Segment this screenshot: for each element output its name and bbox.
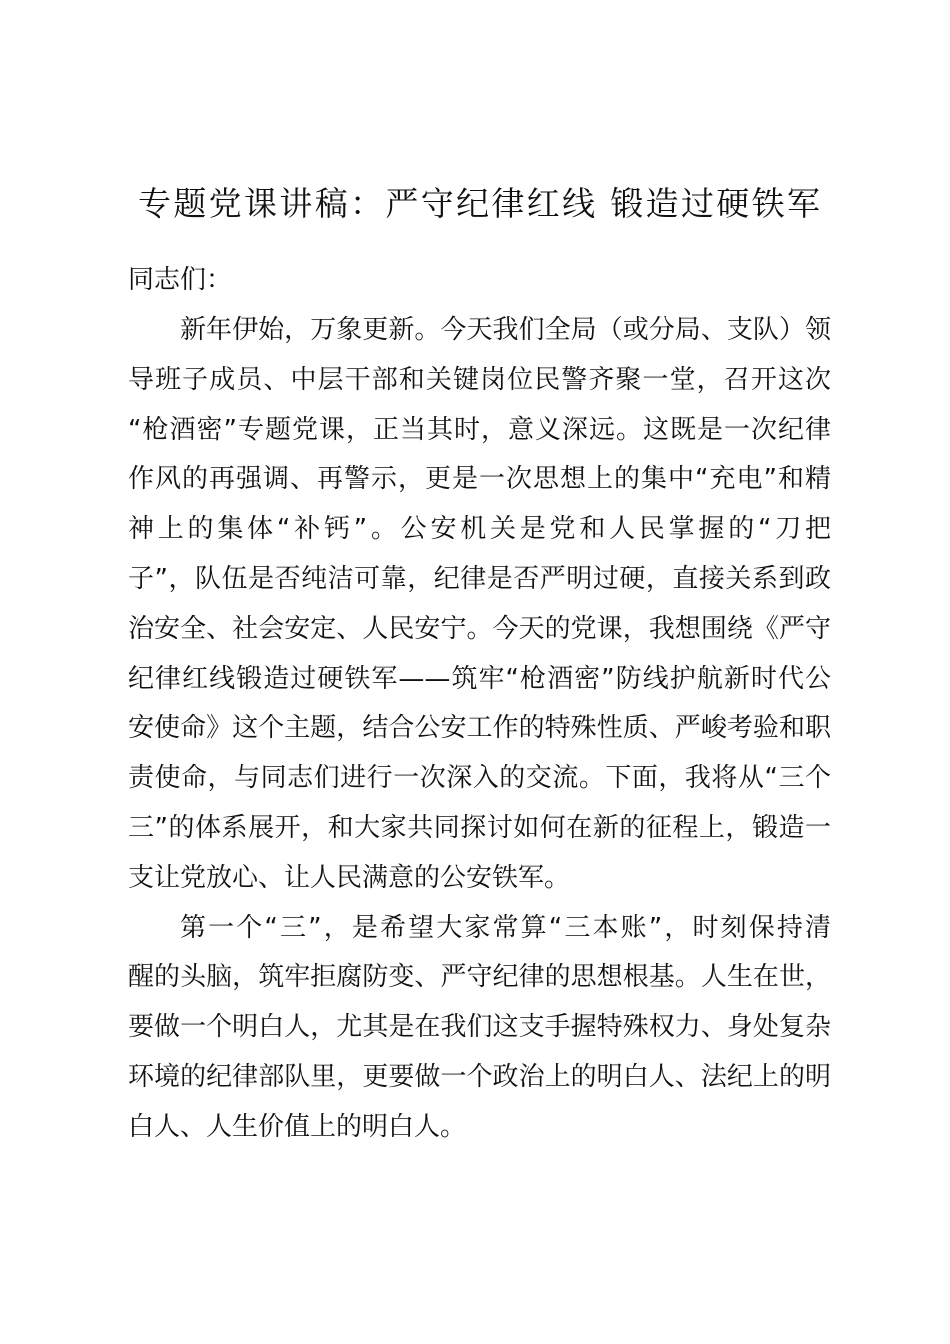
paragraph-line: 子”，队伍是否纯洁可靠，纪律是否严明过硬，直接关系到政 xyxy=(128,564,831,594)
paragraph-line: 要做一个明白人，尤其是在我们这支手握特殊权力、身处复杂 xyxy=(128,1012,831,1043)
paragraph-line: 治安全、社会安定、人民安宁。今天的党课，我想围绕《严守 xyxy=(128,613,831,644)
paragraph-line: 神上的集体“补钙”。公安机关是党和人民掌握的“刀把 xyxy=(128,514,831,545)
paragraph-line: “枪酒密”专题党课，正当其时，意义深远。这既是一次纪律 xyxy=(128,414,831,445)
paragraph-line: 环境的纪律部队里，更要做一个政治上的明白人、法纪上的明 xyxy=(128,1062,831,1092)
paragraph-line: 第一个“三”，是希望大家常算“三本账”，时刻保持清 xyxy=(180,912,831,943)
paragraph-line: 安使命》这个主题，结合公安工作的特殊性质、严峻考验和职 xyxy=(128,713,831,744)
paragraph-line: 新年伊始，万象更新。今天我们全局（或分局、支队）领 xyxy=(180,315,831,345)
paragraph-line: 三”的体系展开，和大家共同探讨如何在新的征程上，锻造一 xyxy=(128,813,831,843)
paragraph-line: 作风的再强调、再警示，更是一次思想上的集中“充电”和精 xyxy=(128,464,831,495)
paragraph-line: 责使命，与同志们进行一次深入的交流。下面，我将从“三个 xyxy=(128,763,831,794)
paragraph-line: 导班子成员、中层干部和关键岗位民警齐聚一堂，召开这次 xyxy=(128,364,831,395)
document-title: 专题党课讲稿：严守纪律红线 锻造过硬铁军 xyxy=(138,184,820,223)
paragraph-line: 白人、人生价值上的明白人。 xyxy=(128,1111,467,1142)
paragraph-line: 纪律红线锻造过硬铁军——筑牢“枪酒密”防线护航新时代公 xyxy=(128,663,831,694)
paragraph-line: 支让党放心、让人民满意的公安铁军。 xyxy=(128,862,571,893)
paragraph-line: 醒的头脑，筑牢拒腐防变、严守纪律的思想根基。人生在世， xyxy=(128,962,831,993)
salutation: 同志们： xyxy=(128,265,233,295)
